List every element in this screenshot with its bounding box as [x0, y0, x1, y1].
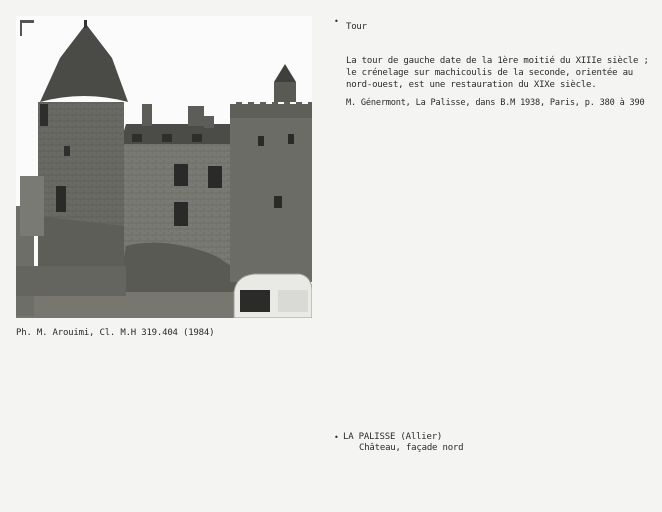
description-line-1: La tour de gauche date de la 1ère moitié du XIIIe siècle ;: [346, 56, 649, 66]
bullet-icon: •: [334, 433, 339, 442]
description-line-2: le crénelage sur machicoulis de la seconde, orientée au: [346, 68, 634, 78]
bibliographic-reference: M. Génermont, La Palisse, dans B.M 1938, Paris, p. 380 à 390: [346, 98, 645, 108]
building-label: Château, façade nord: [359, 443, 464, 453]
location-label: LA PALISSE (Allier): [343, 432, 443, 442]
subject-label: Tour: [346, 22, 367, 32]
bullet-icon: •: [334, 17, 339, 26]
photo-credit: Ph. M. Arouimi, Cl. M.H 319.404 (1984): [16, 328, 215, 338]
chateau-photo: [16, 16, 312, 318]
description-line-3: nord-ouest, est une restauration du XIXe siècle.: [346, 80, 597, 90]
